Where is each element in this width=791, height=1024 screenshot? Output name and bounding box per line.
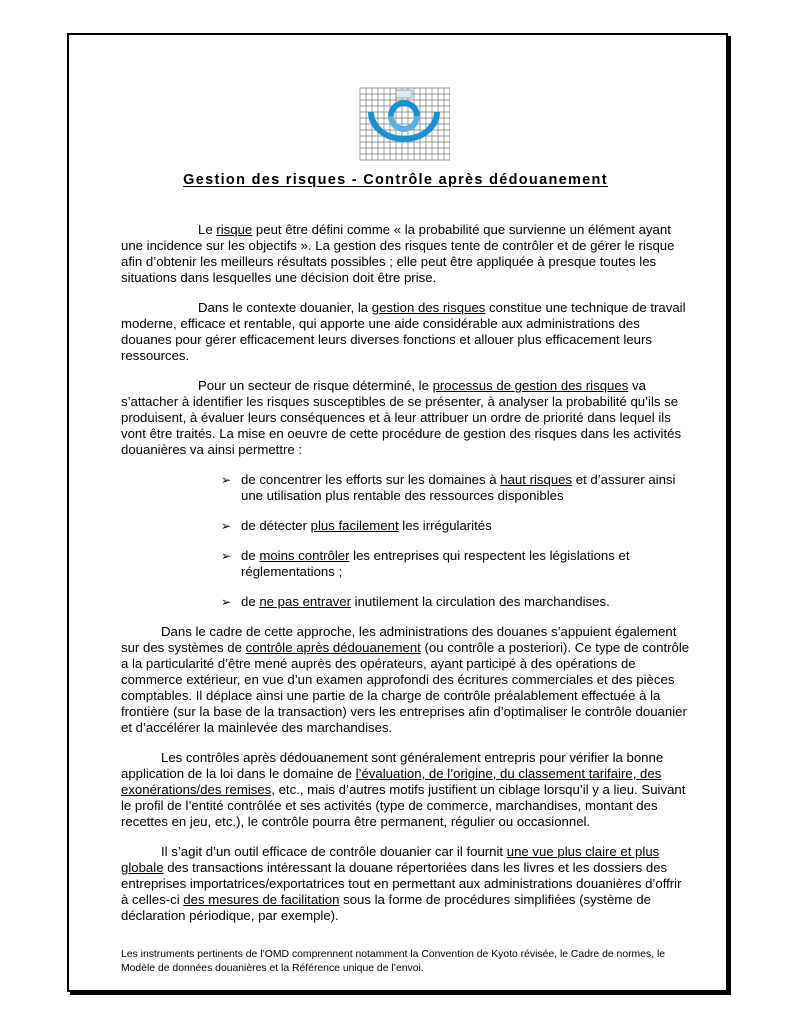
paragraph-risk-process: Pour un secteur de risque déterminé, le processus de gestion des risques va s’attacher à identifier les risques susceptibles de se présenter, à analyser la probabilité qu’ils se produisent, à évaluer leurs conséquences et à leur attribuer un ordre de priorité dans lequel ils vont être traités. La mise en oeuvre de cette procédure de gestion des risques dans les activités douanières va ainsi permettre :: [121, 378, 682, 457]
list-item: ➢ de ne pas entraver inutilement la circulation des marchandises.: [221, 594, 610, 609]
wco-emblem-icon: [358, 86, 450, 164]
arrow-bullet-icon: ➢: [221, 595, 232, 609]
term-vue-plus-claire: une vue plus claire et plus globale: [121, 844, 660, 875]
term-gestion-des-risques: gestion des risques: [371, 300, 486, 315]
document-body: [121, 222, 691, 938]
page-title: [0, 172, 791, 188]
page-title-text: Gestion des risques - Contrôle après dédouanement: [183, 172, 608, 188]
paragraph-post-clearance: Dans le cadre de cette approche, les administrations des douanes s’appuient également sur des systèmes de contrôle après dédouanement (ou contrôle a posteriori). Ce type de contrôle a la particularité d’être mené auprès des opérateurs, ayant participé à des opérations de commerce extérieur, en vue d’un examen approfondi des écritures commerciales et des pièces comptables. Il déplace ainsi une partie de la charge de contrôle préalablement effectuée à la frontière (sur la base de la transaction) vers les entreprises afin d’optimaliser le contrôle douanier et d’accélérer la mainlevée des marchandises.: [121, 624, 690, 735]
paragraph-risk-definition: Le risque peut être défini comme « la probabilité que survienne un élément ayant une incidence sur les objectifs ». La gestion des risques tente de contrôler et de gérer le risque afin d’obtenir les meilleurs résultats possibles ; elle peut être appliquée à presque toutes les situations dans lesquelles une décision doit être prise.: [121, 222, 675, 285]
term-evaluation-origine: l’évaluation, de l’origine, du classement tarifaire, des exonérations/des remises: [121, 766, 662, 797]
list-item: ➢ de moins contrôler les entreprises qui respectent les législations et réglementations ;: [221, 548, 630, 579]
paragraph-efficient-tool: Il s’agit d’un outil efficace de contrôle douanier car il fournit une vue plus claire et plus globale des transactions intéressant la douane répertoriées dans les livres et les dossiers des entreprises importatrices/exportatrices tout en permettant aux administrations douanières d’offrir à celles-ci des mesures de facilitation sous la forme de procédures simplifiées (système de déclaration périodique, par exemple).: [121, 844, 682, 923]
list-item: ➢ de concentrer les efforts sur les domaines à haut risques et d’assurer ainsi une utilisation plus rentable des ressources disponibles: [221, 472, 676, 503]
paragraph-audit-scope: Les contrôles après dédouanement sont généralement entrepris pour vérifier la bonne application de la loi dans le domaine de l’évaluation, de l’origine, du classement tarifaire, des exonérations/des remises, etc., mais d’autres motifs justifient un ciblage lorsqu’il y a lieu. Suivant le profil de l’entité contrôlée et ses activités (type de commerce, marchandises, montant des recettes en jeu, etc.), le contrôle pourra être permanent, régulier ou occasionnel.: [121, 750, 686, 829]
arrow-bullet-icon: ➢: [221, 473, 232, 487]
arrow-bullet-icon: ➢: [221, 519, 232, 533]
term-mesures-de-facilitation: des mesures de facilitation: [183, 892, 340, 907]
term-controle-apres-dedouanement: contrôle après dédouanement: [245, 640, 421, 655]
list-item: ➢ de détecter plus facilement les irrégularités: [221, 518, 492, 533]
footnote: Les instruments pertinents de l’OMD comprennent notamment la Convention de Kyoto révisée, le Cadre de normes, le Modèle de données douanières et la Référence unique de l’envoi.: [121, 949, 666, 974]
arrow-bullet-icon: ➢: [221, 549, 232, 563]
term-processus: processus de gestion des risques: [432, 378, 629, 393]
benefits-list: [121, 472, 691, 610]
wco-logo: [358, 86, 450, 164]
term-risque: risque: [216, 222, 253, 237]
paragraph-customs-context: Dans le contexte douanier, la gestion des risques constitue une technique de travail moderne, efficace et rentable, qui apporte une aide considérable aux administrations des douanes pour gérer efficacement leurs diverses fonctions et allouer plus efficacement leurs ressources.: [121, 300, 686, 363]
